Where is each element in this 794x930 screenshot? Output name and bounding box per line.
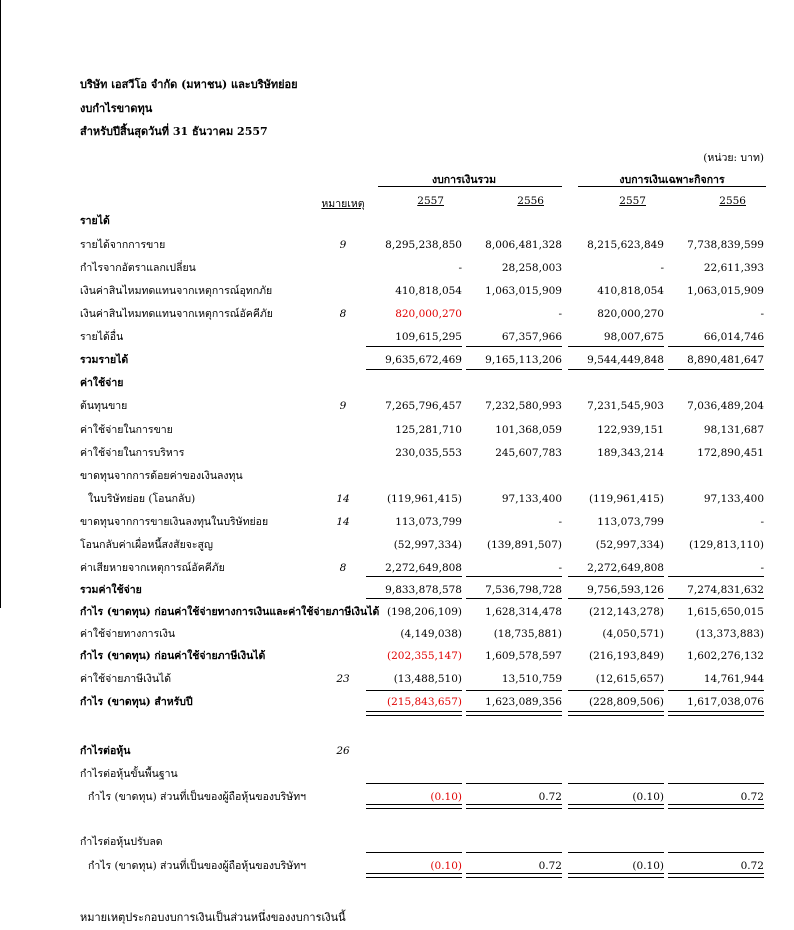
value-sep-2556: 66,014,746 (703, 331, 764, 343)
value-sep-2557: 7,231,545,903 (587, 400, 664, 412)
value-cons-2556: 97,133,400 (501, 493, 562, 505)
subtotal-rule (668, 690, 764, 691)
value-cons-2556: 1,609,578,597 (485, 650, 562, 662)
subtotal-rule (568, 598, 664, 599)
table-row (0, 466, 794, 486)
value-cons-2556: 9,165,113,206 (485, 354, 562, 366)
value-cons-2557: 125,281,710 (395, 424, 462, 436)
table-row (0, 211, 794, 231)
row-label: ค่าใช้จ่ายภาษีเงินได้ (80, 673, 172, 685)
value-sep-2557: 189,343,214 (597, 447, 664, 459)
row-label: โอนกลับค่าเผื่อหนี้สงสัยจะสูญ (80, 539, 213, 551)
value-sep-2556: 98,131,687 (703, 424, 764, 436)
subtotal-rule (668, 598, 764, 599)
row-label: ค่าใช้จ่ายในการขาย (80, 424, 173, 436)
subtotal-rule (366, 346, 462, 347)
total-double-rule (668, 804, 764, 809)
group-header-separate: งบการเงินเฉพาะกิจการ (619, 174, 725, 186)
value-cons-2556: (18,735,881) (493, 628, 562, 640)
total-double-rule (568, 804, 664, 809)
value-sep-2557: 122,939,151 (597, 424, 664, 436)
eps-diluted-label-row (0, 832, 794, 852)
value-cons-2557: (13,488,510) (393, 673, 462, 685)
value-cons-2557: 230,035,553 (395, 447, 462, 459)
row-label: ค่าเสียหายจากเหตุการณ์อัคคีภัย (80, 562, 225, 574)
total-double-rule (466, 711, 562, 716)
row-label: ต้นทุนขาย (80, 400, 128, 412)
value-sep-2557: (0.10) (632, 860, 664, 872)
subtotal-rule (366, 690, 462, 691)
note-column-header: หมายเหตุ (321, 198, 365, 210)
value-cons-2556: 101,368,059 (495, 424, 562, 436)
value-sep-2557: 9,756,593,126 (587, 584, 664, 596)
table-row (0, 580, 794, 600)
subtotal-rule (568, 852, 664, 853)
value-sep-2556: 1,063,015,909 (687, 285, 764, 297)
value-cons-2557: (119,961,415) (387, 493, 462, 505)
subtotal-rule (568, 369, 664, 370)
value-cons-2556: 1,628,314,478 (485, 606, 562, 618)
value-sep-2557: 9,544,449,848 (587, 354, 664, 366)
value-cons-2557: (0.10) (430, 791, 462, 803)
value-cons-2557: (0.10) (430, 860, 462, 872)
value-sep-2556: 0.72 (740, 860, 764, 872)
table-row (0, 489, 794, 509)
row-label: กำไร (ขาดทุน) ก่อนค่าใช้จ่ายภาษีเงินได้ (80, 650, 266, 662)
table-row (0, 304, 794, 324)
row-note-ref: 9 (339, 400, 347, 412)
value-sep-2556: - (760, 308, 764, 320)
eps-basic-label-row (0, 764, 794, 784)
value-cons-2557: (215,843,657) (387, 696, 462, 708)
value-cons-2556: - (558, 516, 562, 528)
value-cons-2556: 67,357,966 (501, 331, 562, 343)
table-row (0, 258, 794, 278)
total-double-rule (366, 804, 462, 809)
table-row (0, 420, 794, 440)
value-cons-2557: 8,295,238,850 (385, 239, 462, 251)
total-double-rule (466, 804, 562, 809)
value-cons-2557: (202,355,147) (387, 650, 462, 662)
subtotal-rule (466, 369, 562, 370)
table-row (0, 443, 794, 463)
row-note-ref: 14 (336, 493, 350, 505)
row-label: รวมรายได้ (80, 354, 129, 366)
group-underline-separate (578, 186, 766, 187)
row-label: ค่าใช้จ่ายในการบริหาร (80, 447, 185, 459)
subtotal-rule (466, 783, 562, 784)
table-row (0, 373, 794, 393)
row-label: รายได้จากการขาย (80, 239, 166, 251)
value-cons-2557: 2,272,649,808 (385, 562, 462, 574)
subtotal-rule (668, 852, 764, 853)
subtotal-rule (568, 576, 664, 577)
value-sep-2556: 1,615,650,015 (687, 606, 764, 618)
value-cons-2557: 113,073,799 (395, 516, 462, 528)
total-double-rule (568, 711, 664, 716)
value-sep-2556: 97,133,400 (703, 493, 764, 505)
table-row (0, 235, 794, 255)
row-note-ref: 23 (336, 673, 350, 685)
value-cons-2556: 1,623,089,356 (485, 696, 562, 708)
row-label: รายได้ (80, 215, 110, 227)
row-label: ในบริษัทย่อย (โอนกลับ) (88, 493, 196, 505)
year-header-sep-2556: 2556 (719, 195, 746, 207)
subtotal-rule (466, 852, 562, 853)
table-row (0, 396, 794, 416)
total-double-rule (668, 873, 764, 878)
eps-diluted-label: กำไรต่อหุ้นปรับลด (80, 836, 163, 848)
year-header-cons-2557: 2557 (417, 195, 444, 207)
value-cons-2556: 7,232,580,993 (485, 400, 562, 412)
row-label: ขาดทุนจากการขายเงินลงทุนในบริษัทย่อย (80, 516, 269, 528)
subtotal-rule (668, 783, 764, 784)
subtotal-rule (668, 346, 764, 347)
value-cons-2556: 0.72 (538, 860, 562, 872)
value-sep-2556: 7,274,831,632 (687, 584, 764, 596)
value-sep-2557: (212,143,278) (589, 606, 664, 618)
value-sep-2556: 14,761,944 (703, 673, 764, 685)
table-row (0, 327, 794, 347)
table-row (0, 602, 794, 622)
unit-label: (หน่วย: บาท) (703, 152, 764, 164)
value-sep-2556: 1,617,038,076 (687, 696, 764, 708)
row-note-ref: 8 (339, 308, 347, 320)
subtotal-rule (568, 690, 664, 691)
table-row (0, 350, 794, 370)
subtotal-rule (366, 598, 462, 599)
table-row (0, 646, 794, 666)
subtotal-rule (466, 576, 562, 577)
value-cons-2557: 820,000,270 (395, 308, 462, 320)
value-cons-2556: 7,536,798,728 (485, 584, 562, 596)
total-double-rule (466, 873, 562, 878)
value-sep-2556: - (760, 516, 764, 528)
value-sep-2557: 820,000,270 (597, 308, 664, 320)
value-cons-2556: 8,006,481,328 (485, 239, 562, 251)
table-row (0, 281, 794, 301)
value-cons-2556: (139,891,507) (487, 539, 562, 551)
row-label: รวมค่าใช้จ่าย (80, 584, 142, 596)
table-row (0, 692, 794, 712)
value-sep-2557: 98,007,675 (603, 331, 664, 343)
value-sep-2556: 172,890,451 (697, 447, 764, 459)
value-sep-2557: 2,272,649,808 (587, 562, 664, 574)
value-sep-2556: - (760, 562, 764, 574)
subtotal-rule (668, 576, 764, 577)
row-note-ref: 9 (339, 239, 347, 251)
statement-title: งบกำไรขาดทุน (80, 102, 153, 115)
value-sep-2556: (129,813,110) (689, 539, 764, 551)
table-row (0, 624, 794, 644)
statement-period: สำหรับปีสิ้นสุดวันที่ 31 ธันวาคม 2557 (80, 125, 268, 138)
value-cons-2557: - (458, 262, 462, 274)
subtotal-rule (668, 369, 764, 370)
row-label: ค่าใช้จ่าย (80, 377, 124, 389)
value-sep-2556: 1,602,276,132 (687, 650, 764, 662)
value-cons-2557: 109,615,295 (395, 331, 462, 343)
value-sep-2557: 113,073,799 (597, 516, 664, 528)
value-cons-2556: 0.72 (538, 791, 562, 803)
total-double-rule (366, 711, 462, 716)
total-double-rule (568, 873, 664, 878)
row-note-ref: 8 (339, 562, 347, 574)
value-cons-2557: (4,149,038) (400, 628, 462, 640)
eps-title: กำไรต่อหุ้น (80, 745, 131, 757)
value-sep-2557: (119,961,415) (589, 493, 664, 505)
value-cons-2556: - (558, 308, 562, 320)
value-sep-2556: 8,890,481,647 (687, 354, 764, 366)
table-row (0, 669, 794, 689)
value-sep-2556: 0.72 (740, 791, 764, 803)
subtotal-rule (466, 346, 562, 347)
value-cons-2557: 9,635,672,469 (385, 354, 462, 366)
row-label: กำไร (ขาดทุน) สำหรับปี (80, 696, 193, 708)
row-label: เงินค่าสินไหมทดแทนจากเหตุการณ์อัคคีภัย (80, 308, 273, 320)
value-cons-2557: (52,997,334) (393, 539, 462, 551)
value-cons-2556: - (558, 562, 562, 574)
row-label: กำไรจากอัตราแลกเปลี่ยน (80, 262, 196, 274)
row-label: กำไร (ขาดทุน) ส่วนที่เป็นของผู้ถือหุ้นของบริษัทฯ (88, 791, 307, 803)
eps-title-row (0, 741, 794, 761)
value-cons-2557: 410,818,054 (395, 285, 462, 297)
subtotal-rule (366, 852, 462, 853)
subtotal-rule (366, 783, 462, 784)
row-label: รายได้อื่น (80, 331, 124, 343)
value-sep-2556: 22,611,393 (703, 262, 764, 274)
value-sep-2557: (228,809,506) (589, 696, 664, 708)
subtotal-rule (466, 690, 562, 691)
value-sep-2556: 7,036,489,204 (687, 400, 764, 412)
total-double-rule (366, 873, 462, 878)
row-label: ขาดทุนจากการด้อยค่าของเงินลงทุน (80, 470, 243, 482)
eps-basic-label: กำไรต่อหุ้นขั้นพื้นฐาน (80, 768, 178, 780)
subtotal-rule (568, 346, 664, 347)
value-sep-2557: 8,215,623,849 (587, 239, 664, 251)
value-cons-2557: 7,265,796,457 (385, 400, 462, 412)
value-cons-2557: (198,206,109) (387, 606, 462, 618)
row-note-ref: 14 (336, 516, 350, 528)
company-name: บริษัท เอสวีโอ จำกัด (มหาชน) และบริษัทย่อย (80, 78, 298, 91)
value-sep-2557: (4,050,571) (602, 628, 664, 640)
group-header-consolidated: งบการเงินรวม (431, 174, 497, 186)
eps-note-ref: 26 (336, 745, 350, 757)
row-label: ค่าใช้จ่ายทางการเงิน (80, 628, 176, 640)
row-label: เงินค่าสินไหมทดแทนจากเหตุการณ์อุทกภัย (80, 285, 273, 297)
value-sep-2557: 410,818,054 (597, 285, 664, 297)
value-cons-2557: 9,833,878,578 (385, 584, 462, 596)
subtotal-rule (568, 783, 664, 784)
value-sep-2557: (0.10) (632, 791, 664, 803)
value-sep-2557: (12,615,657) (595, 673, 664, 685)
year-header-sep-2557: 2557 (619, 195, 646, 207)
value-sep-2557: (52,997,334) (595, 539, 664, 551)
value-cons-2556: 28,258,003 (501, 262, 562, 274)
table-row (0, 535, 794, 555)
table-row (0, 558, 794, 578)
value-cons-2556: 13,510,759 (501, 673, 562, 685)
year-header-cons-2556: 2556 (517, 195, 544, 207)
subtotal-rule (366, 576, 462, 577)
subtotal-rule (466, 598, 562, 599)
value-cons-2556: 1,063,015,909 (485, 285, 562, 297)
value-sep-2557: - (660, 262, 664, 274)
row-label: กำไร (ขาดทุน) ก่อนค่าใช้จ่ายทางการเงินและค่าใช้จ่ายภาษีเงินได้ (80, 606, 380, 618)
total-double-rule (668, 711, 764, 716)
table-row (0, 512, 794, 532)
value-cons-2556: 245,607,783 (495, 447, 562, 459)
value-sep-2556: (13,373,883) (695, 628, 764, 640)
row-label: กำไร (ขาดทุน) ส่วนที่เป็นของผู้ถือหุ้นของบริษัทฯ (88, 860, 307, 872)
value-sep-2557: (216,193,849) (589, 650, 664, 662)
footer-note: หมายเหตุประกอบงบการเงินเป็นส่วนหนึ่งของงบการเงินนี้ (80, 911, 346, 924)
group-underline-consolidated (378, 186, 562, 187)
subtotal-rule (366, 369, 462, 370)
value-sep-2556: 7,738,839,599 (687, 239, 764, 251)
